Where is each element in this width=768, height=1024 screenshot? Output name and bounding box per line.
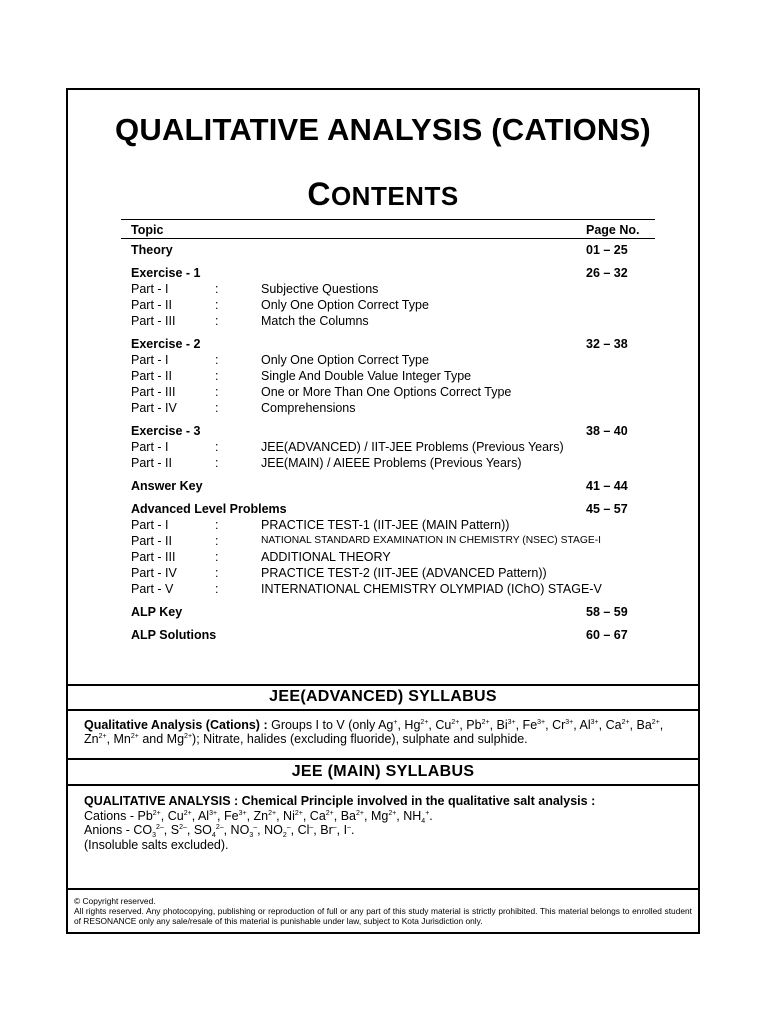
charge: –	[309, 824, 314, 831]
copyright-notice	[74, 896, 692, 926]
charge: 2–	[215, 824, 224, 831]
syllabus-text: , Bi	[489, 718, 508, 732]
toc-colon: :	[215, 566, 219, 580]
charge: 3+	[209, 809, 218, 817]
table-of-contents	[121, 219, 655, 643]
toc-page: 41 – 44	[586, 479, 628, 493]
syllabus-text: , S	[163, 823, 180, 837]
toc-row-exercise-3[interactable]	[121, 423, 655, 439]
syllabus-text: , Hg	[397, 718, 421, 732]
syllabus-text: , Fe	[515, 718, 538, 732]
page-title: QUALITATIVE ANALYSIS (CATIONS)	[115, 112, 651, 147]
toc-page: 38 – 40	[586, 424, 628, 438]
toc-part-row[interactable]	[121, 549, 655, 565]
toc-colon: :	[215, 534, 219, 548]
toc-row-exercise-2[interactable]	[121, 336, 655, 352]
main-syllabus-title: JEE (MAIN) SYLLABUS	[291, 763, 475, 780]
toc-desc: One or More Than One Options Correct Type	[261, 385, 512, 399]
syllabus-text: Zn	[84, 732, 99, 746]
toc-desc: Single And Double Value Integer Type	[261, 369, 472, 383]
toc-colon: :	[215, 298, 219, 312]
toc-part: Part - II	[131, 456, 172, 470]
divider	[68, 684, 698, 686]
subscript: 3	[152, 832, 156, 839]
toc-page: 58 – 59	[586, 605, 628, 619]
charge: 2+	[481, 719, 490, 726]
main-syllabus-lead: QUALITATIVE ANALYSIS : Chemical Principle involved in the qualitative salt analysis :	[84, 794, 596, 808]
charge: 3+	[238, 809, 247, 817]
syllabus-text: , NO	[223, 823, 250, 837]
toc-topic: ALP Solutions	[131, 628, 217, 642]
charge: 2+	[294, 809, 303, 817]
syllabus-text: , Mg	[364, 808, 389, 823]
toc-row-answer-key[interactable]	[121, 478, 655, 494]
toc-desc: JEE(ADVANCED) / IIT-JEE Problems (Previous Years)	[261, 440, 564, 454]
toc-part: Part - IV	[131, 566, 177, 580]
toc-part-row[interactable]	[121, 352, 655, 368]
charge: 3+	[537, 719, 546, 726]
charge: 2+	[356, 809, 364, 817]
syllabus-text: , Ba	[629, 718, 652, 732]
subscript: 4	[211, 832, 216, 839]
toc-part-row[interactable]	[121, 313, 655, 329]
toc-page: 01 – 25	[586, 243, 628, 257]
charge: 2+	[152, 809, 161, 817]
subscript: 3	[249, 832, 254, 839]
toc-row-advanced-level-problems[interactable]	[121, 501, 655, 517]
toc-topic: Exercise - 2	[131, 337, 201, 351]
syllabus-text: , Cr	[545, 718, 566, 732]
toc-row-alp-solutions[interactable]	[121, 627, 655, 643]
subscript: 4	[421, 817, 426, 825]
toc-colon: :	[215, 282, 219, 296]
toc-header	[121, 220, 655, 239]
toc-colon: :	[215, 550, 219, 564]
syllabus-text: and Mg	[138, 732, 185, 746]
toc-topic: Exercise - 3	[131, 424, 201, 438]
toc-desc: ADDITIONAL THEORY	[261, 550, 391, 564]
toc-page: 60 – 67	[586, 628, 628, 642]
charge: 2+	[130, 733, 139, 740]
toc-page: 45 – 57	[586, 502, 628, 516]
toc-part-row[interactable]	[121, 439, 655, 455]
charge: 2+	[98, 733, 107, 740]
syllabus-text: , SO	[186, 823, 212, 837]
toc-header-page: Page No.	[586, 223, 640, 237]
toc-part-row[interactable]	[121, 297, 655, 313]
toc-desc: INTERNATIONAL CHEMISTRY OLYMPIAD (IChO) STAGE-V	[261, 582, 602, 596]
syllabus-text: , Pb	[459, 718, 482, 732]
divider	[68, 709, 698, 711]
toc-topic: Answer Key	[131, 479, 203, 493]
syllabus-text: ,	[659, 718, 664, 732]
toc-colon: :	[215, 456, 219, 470]
toc-desc: NATIONAL STANDARD EXAMINATION IN CHEMISTRY (NSEC) STAGE-I	[261, 535, 602, 546]
divider	[68, 758, 698, 760]
syllabus-text: , Al	[191, 808, 210, 823]
syllabus-text: , Mn	[106, 732, 131, 746]
toc-colon: :	[215, 582, 219, 596]
charge: 2+	[651, 719, 660, 726]
toc-part-row[interactable]	[121, 368, 655, 384]
page-frame	[66, 88, 700, 934]
toc-row-exercise-1[interactable]	[121, 265, 655, 281]
charge: 2+	[420, 719, 429, 726]
subscript: 2	[282, 832, 287, 839]
toc-topic: ALP Key	[131, 605, 183, 619]
syllabus-text: , Al	[573, 718, 591, 732]
charge: 2+	[183, 809, 192, 817]
adv-syllabus-lead: Qualitative Analysis (Cations) :	[84, 718, 268, 732]
toc-colon: :	[215, 385, 219, 399]
charge: 2–	[179, 824, 187, 831]
syllabus-text: , Cu	[428, 718, 452, 732]
syllabus-text: , Fe	[217, 808, 239, 823]
toc-part: Part - II	[131, 298, 172, 312]
toc-part-row[interactable]	[121, 581, 655, 597]
syllabus-text: .	[350, 823, 355, 837]
toc-topic: Theory	[131, 243, 173, 257]
toc-colon: :	[215, 518, 219, 532]
divider	[68, 784, 698, 786]
toc-part: Part - I	[131, 353, 169, 367]
toc-part: Part - III	[131, 314, 176, 328]
charge: 3+	[590, 719, 599, 726]
charge: –	[253, 824, 258, 831]
toc-header-topic: Topic	[131, 223, 164, 237]
toc-part-row[interactable]	[121, 400, 655, 416]
syllabus-text: Anions - CO	[84, 823, 153, 837]
toc-part-row[interactable]	[121, 565, 655, 581]
toc-colon: :	[215, 401, 219, 415]
syllabus-text: , Ca	[302, 808, 326, 823]
toc-part-row[interactable]	[121, 533, 655, 549]
syllabus-text: , Ba	[333, 808, 357, 823]
toc-desc: JEE(MAIN) / AIEEE Problems (Previous Years)	[261, 456, 522, 470]
toc-part: Part - V	[131, 582, 174, 596]
adv-syllabus-text	[84, 718, 684, 746]
copyright-text: All rights reserved. Any photocopying, publishing or reproduction of full or any part of this study material is strictly prohibited. This material belongs to enrolled student of RESONANCE only any sale/resale of this material is punishable under law, subject to Kota Jurisdiction only.	[74, 906, 692, 926]
syllabus-text: , Zn	[246, 808, 269, 823]
charge: +	[393, 719, 398, 726]
toc-page: 32 – 38	[586, 337, 628, 351]
toc-page: 26 – 32	[586, 266, 628, 280]
charge: 2+	[184, 733, 193, 740]
toc-colon: :	[215, 314, 219, 328]
toc-desc: PRACTICE TEST-1 (IIT-JEE (MAIN Pattern))	[261, 518, 510, 532]
adv-syllabus-title: JEE(ADVANCED) SYLLABUS	[269, 688, 497, 705]
toc-part-row[interactable]	[121, 517, 655, 533]
syllabus-text: , NO	[257, 823, 283, 837]
charge: 2+	[388, 809, 397, 817]
charge: 3+	[565, 719, 574, 726]
syllabus-text: , Cl	[290, 823, 310, 837]
charge: 2+	[451, 719, 460, 726]
syllabus-text: , Cu	[160, 808, 184, 823]
toc-desc: Subjective Questions	[261, 282, 379, 296]
toc-colon: :	[215, 440, 219, 454]
toc-part: Part - II	[131, 534, 172, 548]
syllabus-text: , Ni	[276, 808, 295, 823]
toc-desc: Comprehensions	[261, 401, 356, 415]
toc-colon: :	[215, 369, 219, 383]
syllabus-text: , Br	[313, 823, 333, 837]
main-syllabus-text	[84, 794, 684, 852]
toc-part: Part - I	[131, 518, 169, 532]
toc-part: Part - I	[131, 282, 169, 296]
charge: –	[332, 824, 337, 831]
syllabus-text: , I	[336, 823, 348, 837]
toc-row-alp-key[interactable]	[121, 604, 655, 620]
charge: +	[425, 809, 430, 817]
charge: 3+	[507, 719, 516, 726]
syllabus-text: , NH	[396, 808, 422, 823]
toc-part: Part - III	[131, 550, 176, 564]
toc-part: Part - II	[131, 369, 172, 383]
toc-part: Part - IV	[131, 401, 177, 415]
copyright-line: © Copyright reserved.	[74, 896, 156, 906]
toc-part: Part - I	[131, 440, 169, 454]
charge: 2+	[621, 719, 630, 726]
syllabus-text: .	[429, 808, 433, 823]
contents-heading	[68, 176, 698, 213]
toc-part: Part - III	[131, 385, 176, 399]
toc-row-theory[interactable]	[121, 242, 655, 258]
charge: 2–	[156, 824, 164, 831]
toc-topic: Advanced Level Problems	[131, 502, 287, 516]
contents-first-letter: C	[307, 176, 331, 212]
charge: 2+	[325, 809, 334, 817]
toc-part-row[interactable]	[121, 455, 655, 471]
syllabus-note: (Insoluble salts excluded).	[84, 837, 229, 852]
toc-part-row[interactable]	[121, 384, 655, 400]
divider	[68, 888, 698, 890]
toc-desc: Only One Option Correct Type	[261, 353, 429, 367]
charge: 2+	[268, 809, 277, 817]
toc-part-row[interactable]	[121, 281, 655, 297]
charge: –	[347, 824, 351, 831]
syllabus-text: Cations - Pb	[84, 808, 153, 823]
toc-topic: Exercise - 1	[131, 266, 201, 280]
contents-rest: ONTENTS	[330, 181, 459, 211]
toc-desc: Only One Option Correct Type	[261, 298, 429, 312]
toc-desc: Match the Columns	[261, 314, 369, 328]
syllabus-text: ); Nitrate, halides (excluding fluoride), sulphate and sulphide.	[192, 732, 528, 746]
toc-desc: PRACTICE TEST-2 (IIT-JEE (ADVANCED Pattern))	[261, 566, 547, 580]
syllabus-text: , Ca	[598, 718, 622, 732]
charge: –	[286, 824, 291, 831]
toc-colon: :	[215, 353, 219, 367]
syllabus-text: Groups I to V (only Ag	[271, 718, 394, 732]
